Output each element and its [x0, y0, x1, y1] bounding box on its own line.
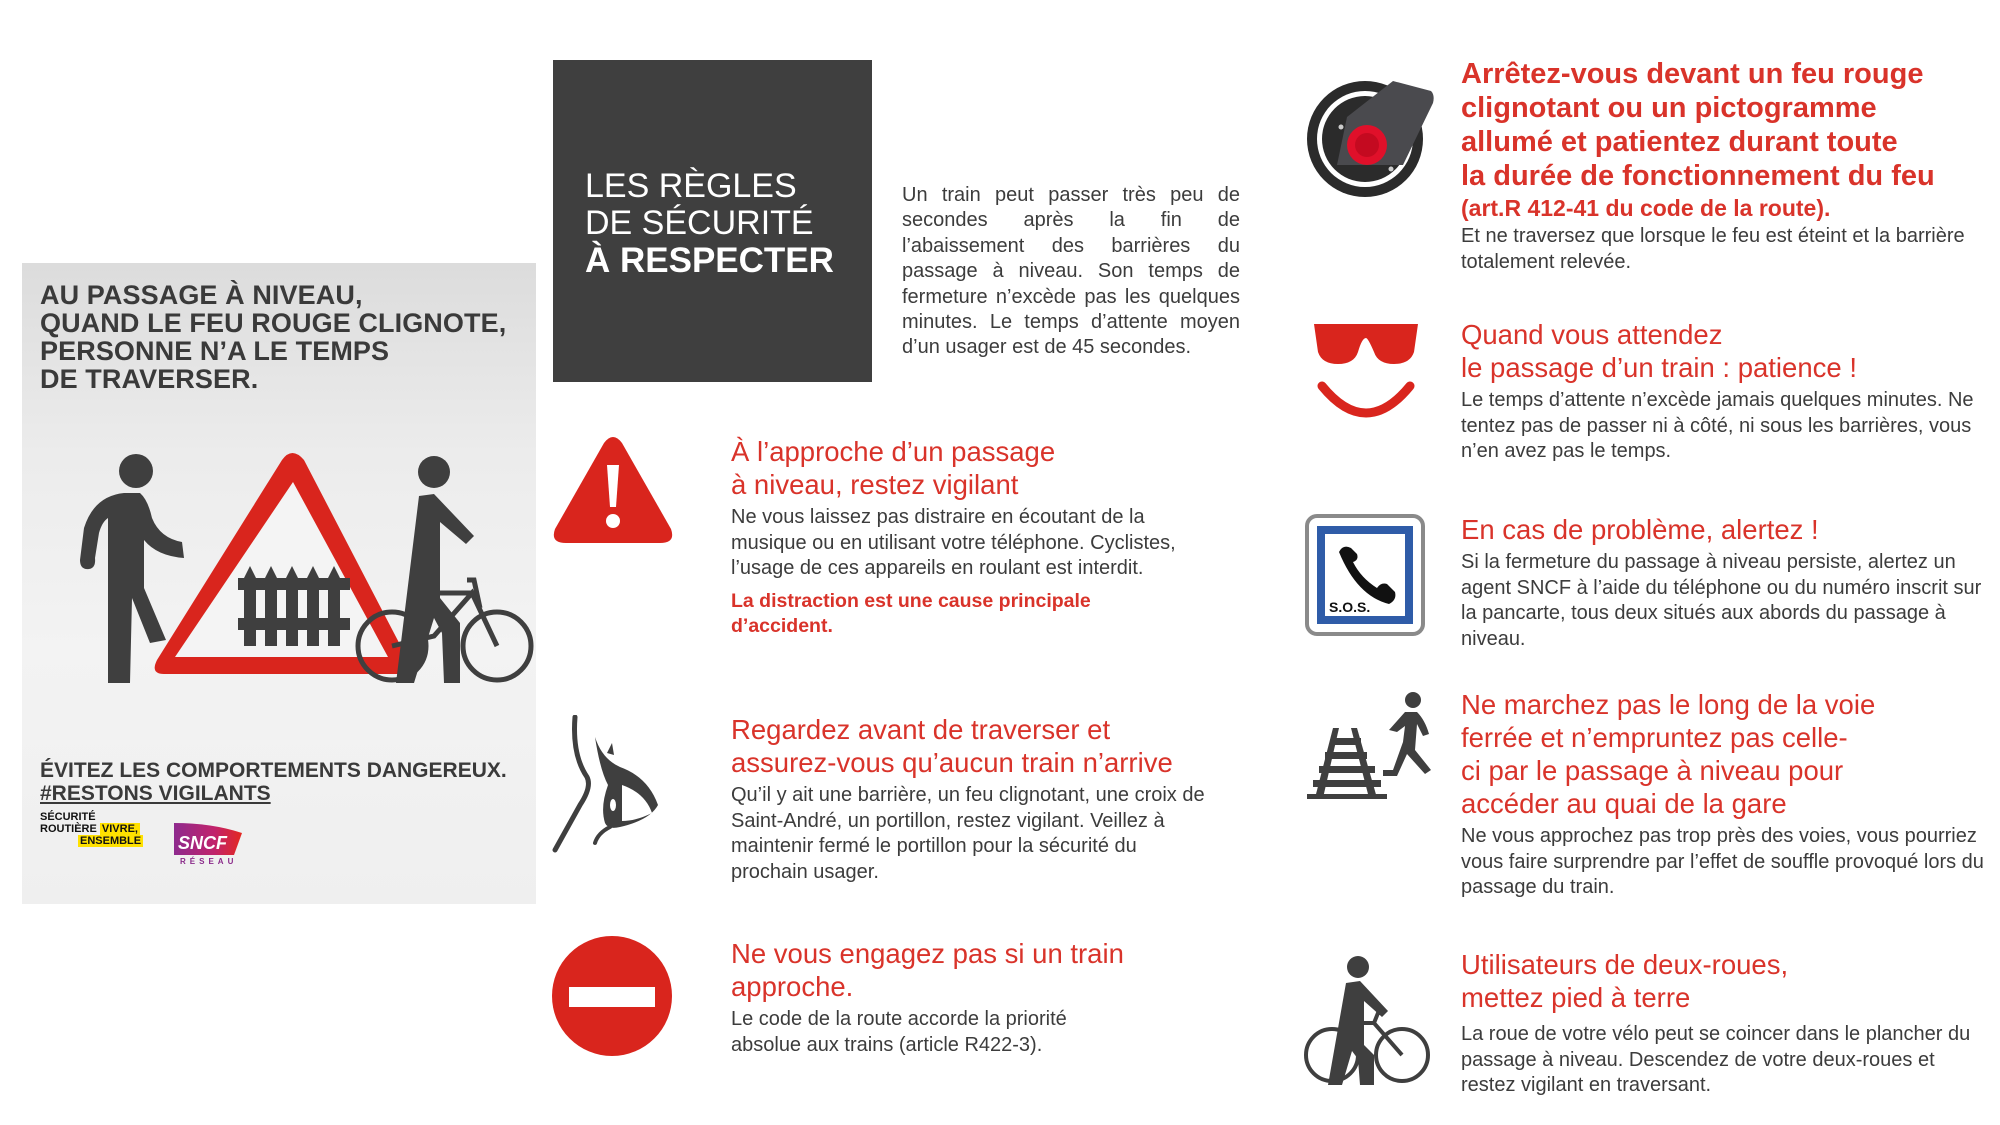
rule-heading — [1461, 513, 2000, 546]
rule-article-reference: (art.R 412-41 du code de la route). — [1461, 195, 1831, 221]
rule-heading-line: accéder au quai de la gare — [1461, 788, 1787, 819]
sr-highlight2: ENSEMBLE — [80, 835, 142, 847]
person-walking-bicycle-icon — [1302, 955, 1434, 1090]
section-title-block — [553, 60, 872, 382]
campaign-poster — [22, 263, 536, 904]
rule-heading — [731, 937, 1231, 1003]
red-signal-light-icon — [1305, 73, 1435, 201]
sos-phone-sign-icon — [1305, 514, 1425, 636]
rule-body: Le code de la route accorde la priorité absolue aux trains (article R422-3). — [731, 1008, 1067, 1056]
pedestrian-on-railway-icon — [1305, 690, 1435, 800]
rule-heading-line: Ne vous engagez pas si un train — [731, 938, 1124, 969]
sr-line1: SÉCURITÉ — [40, 811, 96, 823]
svg-text:SNCF: SNCF — [178, 833, 227, 853]
rule-heading-line: allumé et patientez durant toute — [1461, 126, 1898, 158]
poster-title-line: QUAND LE FEU ROUGE CLIGNOTE, — [40, 308, 507, 338]
rule-heading — [731, 713, 1231, 779]
rule-approach-vigilant — [731, 435, 1231, 640]
rule-heading — [1461, 688, 2000, 820]
rule-heading-line: ci par le passage à niveau pour — [1461, 755, 1844, 786]
poster-title-line: AU PASSAGE À NIVEAU, — [40, 280, 363, 310]
poster-cta-text: ÉVITEZ LES COMPORTEMENTS DANGEREUX. — [40, 759, 507, 782]
rule-heading — [1461, 57, 2000, 193]
rule-look-before-crossing — [731, 713, 1231, 885]
rule-be-patient — [1461, 318, 2000, 465]
rule-heading-line: assurez-vous qu’aucun train n’arrive — [731, 747, 1173, 778]
intro-paragraph: Un train peut passer très peu de secondes après la fin de l’abaissement des barrières du passage à niveau. Son temps de fermeture n’excède pas les quelques minutes. Le temps d’attente moyen d’un usager est de 45 secondes. — [902, 184, 1240, 359]
no-entry-icon — [551, 935, 673, 1057]
rule-heading-line: mettez pied à terre — [1461, 982, 1691, 1013]
title-line-3: À RESPECTER — [585, 241, 834, 280]
rule-heading — [731, 435, 1231, 501]
securite-routiere-logo — [40, 811, 143, 847]
eye-icon — [550, 715, 668, 857]
title-line-2: DE SÉCURITÉ — [585, 204, 814, 242]
poster-cta — [40, 759, 507, 805]
rule-heading-line: Ne marchez pas le long de la voie — [1461, 689, 1876, 720]
rule-do-not-engage — [731, 937, 1231, 1058]
svg-text:S.O.S.: S.O.S. — [1329, 599, 1371, 615]
sr-highlight1: VIVRE, — [101, 823, 138, 835]
rule-heading-line: À l’approche d’un passage — [731, 436, 1056, 467]
rule-heading-line: Quand vous attendez — [1461, 319, 1723, 350]
rule-dismount-bicycle — [1461, 948, 2000, 1099]
sr-line2: ROUTIÈRE — [40, 823, 97, 835]
rule-heading-line: Arrêtez-vous devant un feu rouge — [1461, 58, 1924, 90]
rule-heading-line: clignotant ou un pictogramme — [1461, 92, 1877, 124]
rule-heading-line: Utilisateurs de deux-roues, — [1461, 949, 1789, 980]
rule-warning: La distraction est une cause principale d’accident. — [731, 589, 1091, 637]
rule-body: Ne vous approchez pas trop près des voies, vous pourriez vous faire surprendre par l’effet de souffle provoqué lors du passage du train. — [1461, 825, 1984, 898]
warning-triangle-icon — [552, 437, 674, 547]
rule-body: Le temps d’attente n’excède jamais quelques minutes. Ne tentez pas de passer ni à côté, ni sous les barrières, vous n’en avez pas le temps. — [1461, 389, 1974, 462]
rule-do-not-walk-on-tracks — [1461, 688, 2000, 901]
rule-heading-line: En cas de problème, alertez ! — [1461, 514, 1819, 545]
rule-heading — [1461, 948, 2000, 1014]
rule-heading-line: à niveau, restez vigilant — [731, 469, 1019, 500]
rule-alert-if-problem — [1461, 513, 2000, 652]
poster-title-line: PERSONNE N’A LE TEMPS — [40, 336, 390, 366]
poster-title-line: DE TRAVERSER. — [40, 364, 259, 394]
rule-stop-at-red-light — [1461, 57, 2000, 275]
rule-body: La roue de votre vélo peut se coincer dans le plancher du passage à niveau. Descendez de votre deux-roues et restez vigilant en traversant. — [1461, 1023, 1971, 1096]
rule-heading-line: la durée de fonctionnement du feu — [1461, 160, 1935, 192]
rule-body: Et ne traversez que lorsque le feu est éteint et la barrière totalement relevée. — [1461, 225, 1965, 273]
poster-hashtag: #RESTONS VIGILANTS — [40, 782, 271, 805]
sunglasses-smiley-icon — [1310, 322, 1422, 418]
rule-heading-line: le passage d’un train : patience ! — [1461, 352, 1857, 383]
rule-heading-line: ferrée et n’empruntez pas celle- — [1461, 722, 1848, 753]
rule-body: Si la fermeture du passage à niveau persiste, alertez un agent SNCF à l’aide du téléphone ou du numéro inscrit sur la pancarte, tous deux situés aux abords du passage à niveau. — [1461, 551, 1982, 650]
rule-heading — [1461, 318, 2000, 384]
rule-heading-line: Regardez avant de traverser et — [731, 714, 1111, 745]
rule-body: Ne vous laissez pas distraire en écoutant de la musique ou en utilisant votre téléphone. Cyclistes, l’usage de ces appareils en roulant est interdit. — [731, 506, 1176, 579]
fence-icon — [238, 566, 350, 646]
sncf-reseau-label: RÉSEAU — [180, 857, 238, 866]
poster-title — [40, 281, 506, 393]
level-crossing-illustration-icon — [62, 448, 542, 693]
rule-body: Qu’il y ait une barrière, un feu clignotant, une croix de Saint-André, un portillon, restez vigilant. Veillez à maintenir fermé le portillon pour la sécurité du prochain usager. — [731, 784, 1205, 883]
rule-heading-line: approche. — [731, 971, 854, 1002]
title-line-1: LES RÈGLES — [585, 167, 797, 205]
